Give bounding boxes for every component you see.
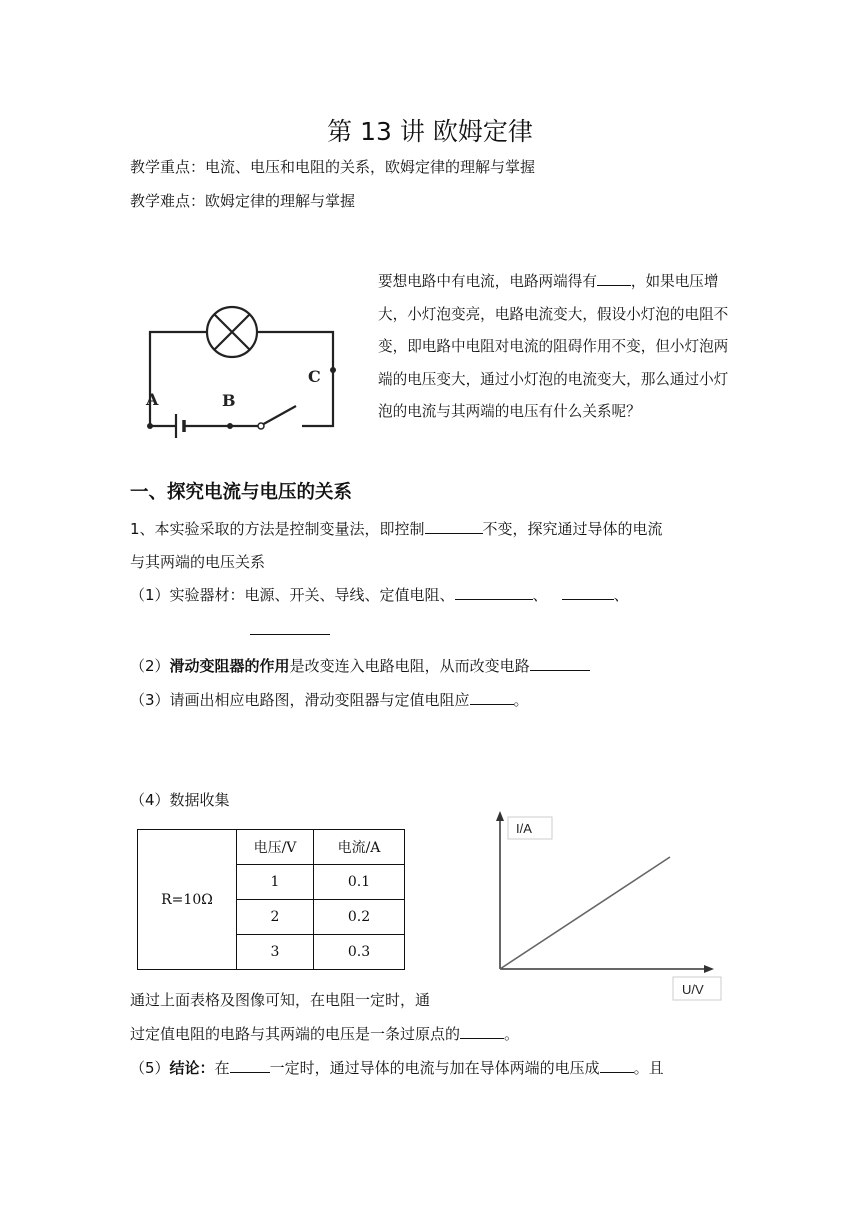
key-point: 教学重点：电流、电压和电阻的关系，欧姆定律的理解与掌握	[130, 158, 536, 176]
q1-3: （3）请画出相应电路图，滑动变阻器与定值电阻应 。	[130, 691, 529, 709]
data-table	[137, 829, 405, 970]
q1-line2: 与其两端的电压关系	[130, 553, 266, 571]
blank-line	[250, 634, 330, 635]
y-axis-label: I/A	[516, 821, 532, 836]
iu-graph	[490, 805, 730, 1005]
table-cell: 3	[237, 935, 314, 970]
difficulty: 教学难点：欧姆定律的理解与掌握	[130, 192, 356, 210]
resistance-label: R=10Ω	[138, 830, 237, 970]
label-b: B	[222, 391, 236, 410]
q1-5: （5）结论：在 一定时，通过导体的电流与加在导体两端的电压成 。且	[130, 1059, 664, 1077]
page-title: 第 13 讲 欧姆定律	[327, 117, 533, 146]
table-cell: 2	[237, 900, 314, 935]
x-axis-label: U/V	[682, 982, 704, 997]
table-header: 电流/A	[314, 830, 405, 865]
table-cell: 0.3	[314, 935, 405, 970]
label-a: A	[146, 390, 159, 409]
table-header: 电压/V	[237, 830, 314, 865]
table-cell: 1	[237, 865, 314, 900]
table-cell: 0.2	[314, 900, 405, 935]
label-c: C	[308, 367, 321, 386]
intro-paragraph: 要想电路中有电流，电路两端得有 ，如果电压增大，小灯泡变亮，电路电流变大，假设小灯泡的电阻不变，即电路中电阻对电流的阻碍作用不变，但小灯泡两端的电压变大，通过小灯泡的电流变大，那么通过小灯泡的电流与其两端的电压有什么关系呢？	[378, 273, 729, 420]
q1-2: （2）滑动变阻器的作用是改变连入电路电阻，从而改变电路	[130, 655, 590, 676]
after-table-line1: 通过上面表格及图像可知，在电阻一定时，通	[130, 991, 431, 1009]
after-table-line2: 过定值电阻的电路与其两端的电压是一条过原点的 。	[130, 1025, 520, 1043]
q1-4: （4）数据收集	[130, 791, 230, 809]
q1-line1: 1、本实验采取的方法是控制变量法，即控制 不变，探究通过导体的电流	[130, 520, 663, 538]
q1-1: （1）实验器材：电源、开关、导线、定值电阻、 、 、	[130, 586, 629, 604]
circuit-diagram	[130, 300, 360, 440]
table-cell: 0.1	[314, 865, 405, 900]
section-heading: 一、探究电流与电压的关系	[130, 482, 353, 503]
